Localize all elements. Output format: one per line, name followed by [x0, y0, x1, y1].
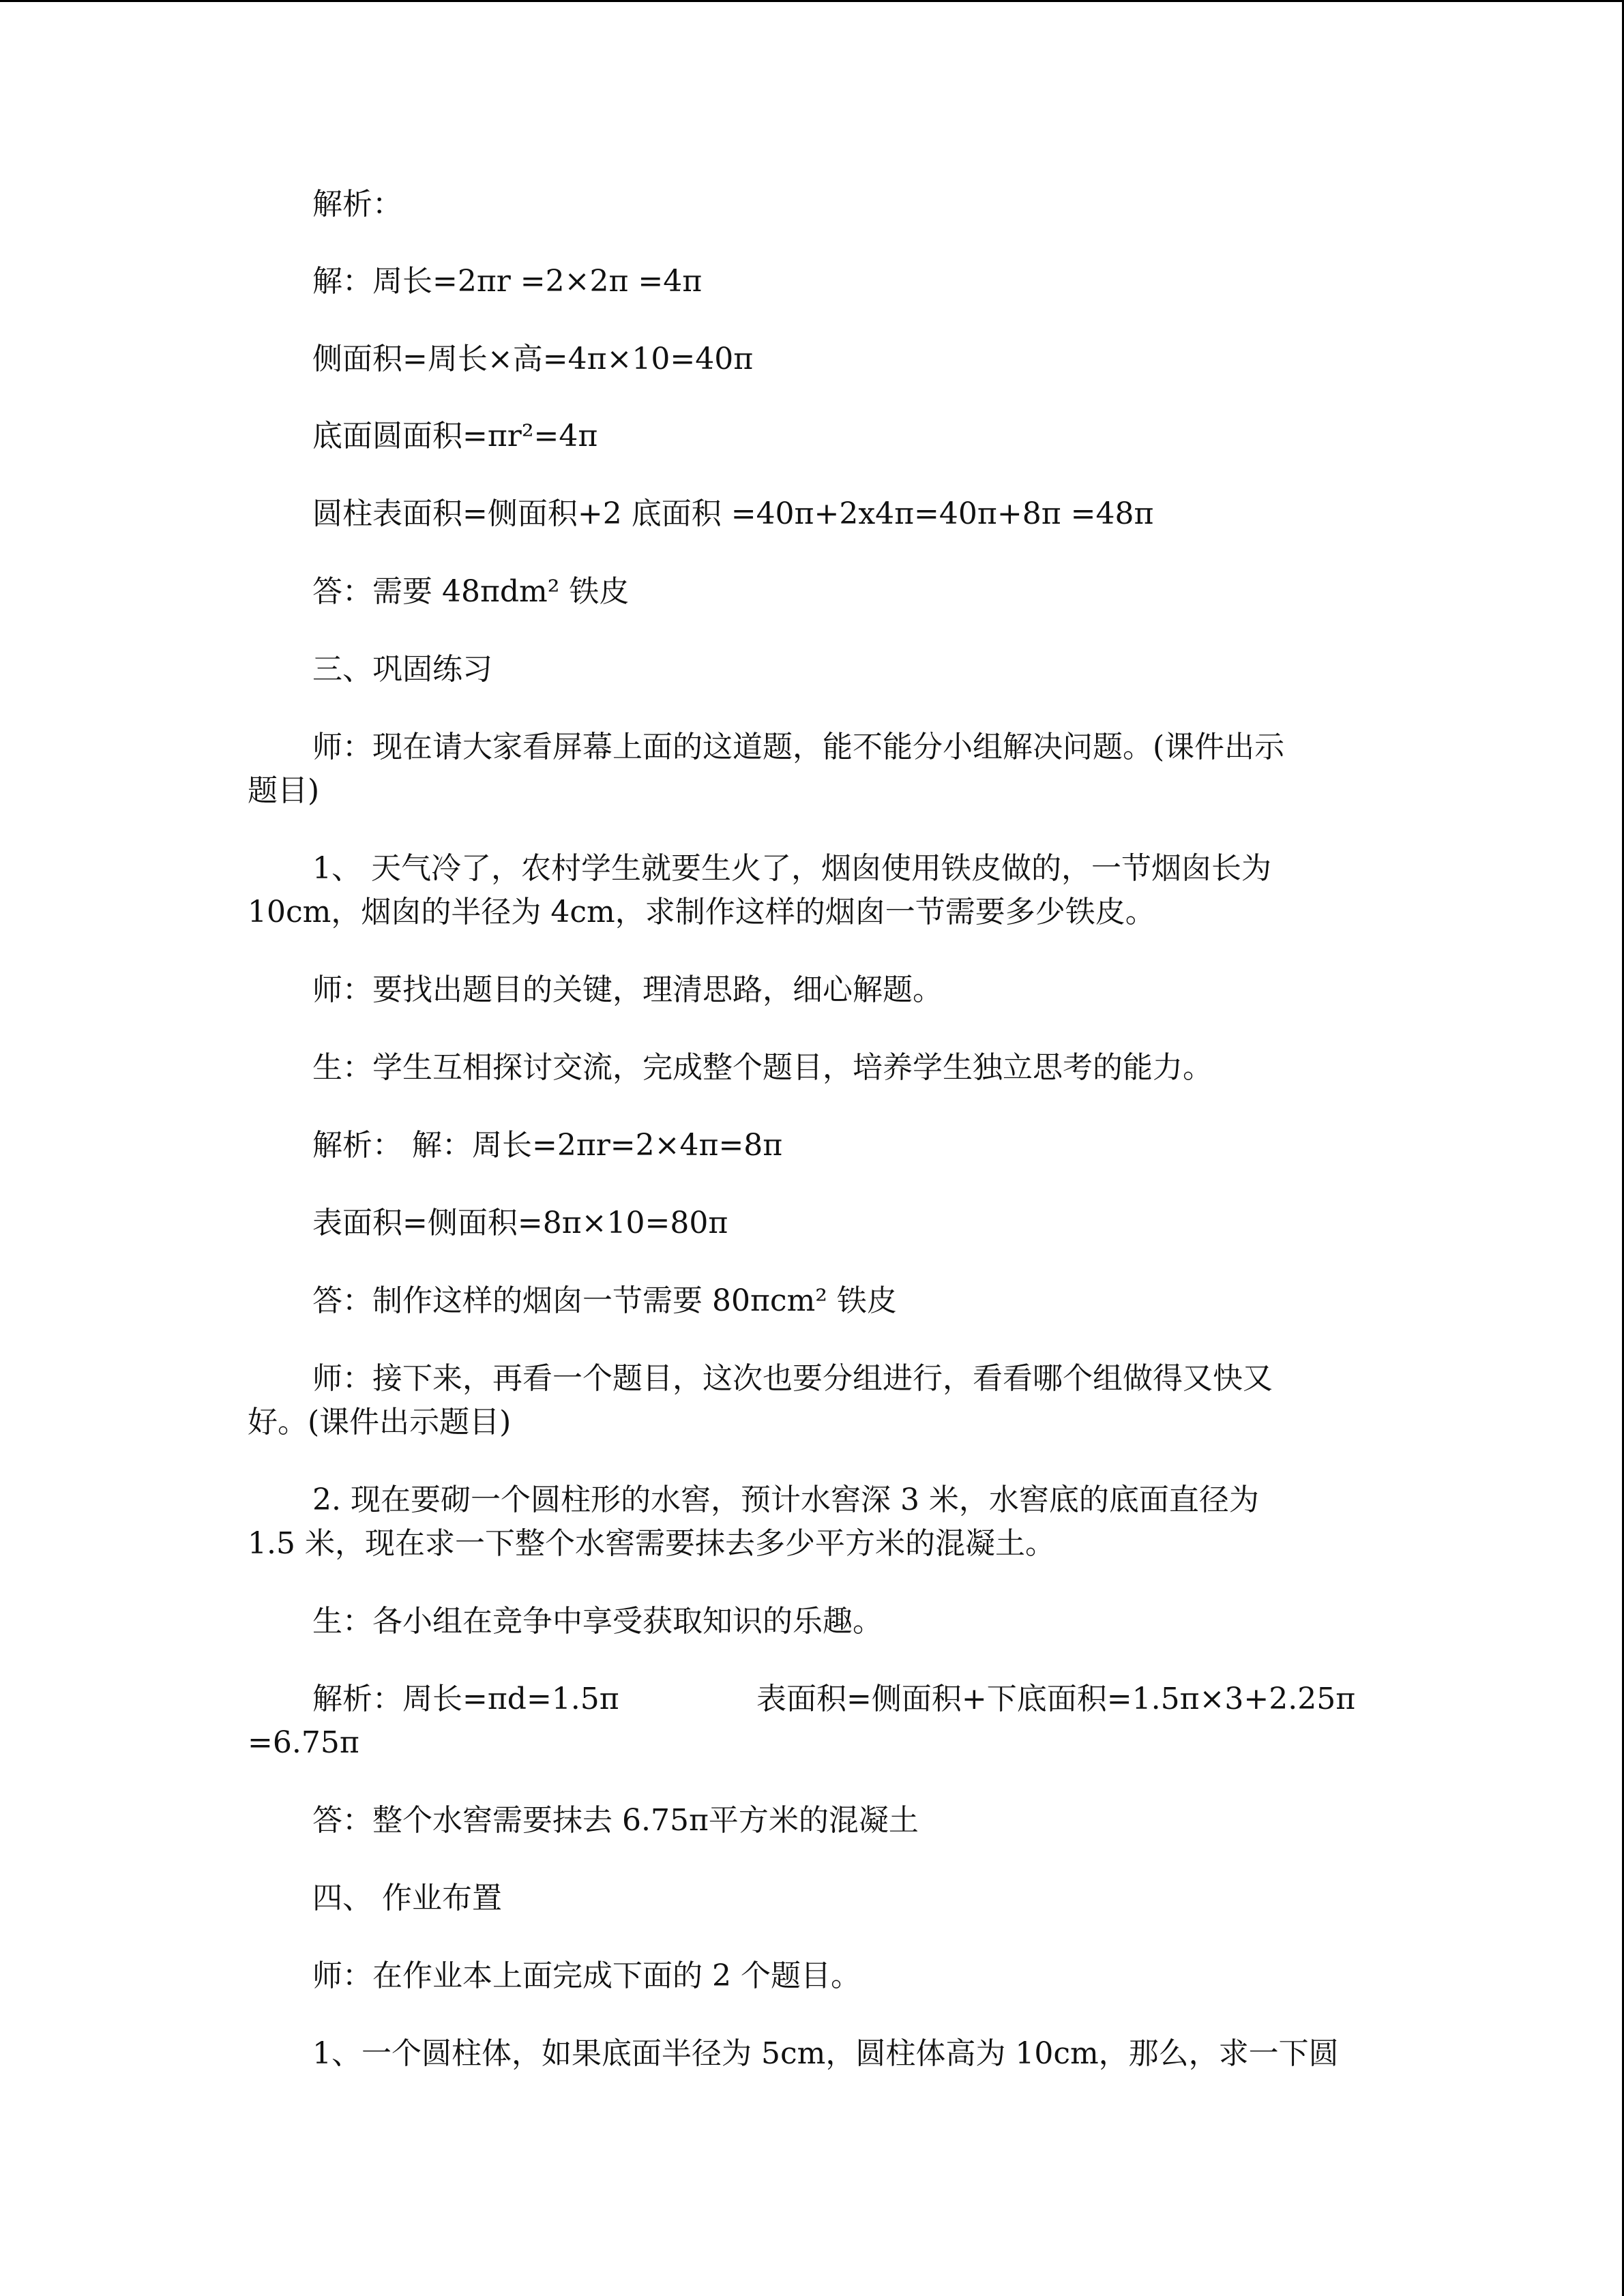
student-line: 生：学生互相探讨交流，完成整个题目，培养学生独立思考的能力。 [312, 1050, 1213, 1085]
problem-1: 1、 天气冷了，农村学生就要生火了，烟囱使用铁皮做的，一节烟囱长为 [312, 851, 1271, 886]
problem-2: 2. 现在要砌一个圆柱形的水窖，预计水窖深 3 米，水窖底的底面直径为 [312, 1482, 1259, 1517]
problem-2-surface-area: 表面积=侧面积+下底面积=1.5π×3+2.25π [756, 1682, 1356, 1716]
solution-base-area: 底面圆面积=πr²=4π [312, 419, 598, 453]
problem-2-answer: 答：整个水窖需要抹去 6.75π平方米的混凝土 [312, 1803, 919, 1838]
teacher-line: 师：现在请大家看屏幕上面的这道题，能不能分小组解决问题。(课件出示 [312, 730, 1285, 764]
problem-1-solution: 解析： 解：周长=2πr=2×4π=8π [312, 1128, 783, 1163]
problem-2-result: =6.75π [248, 1725, 359, 1760]
teacher-line-continued: 题目) [248, 773, 320, 808]
problem-2-continued: 1.5 米，现在求一下整个水窖需要抹去多少平方米的混凝土。 [248, 1526, 1055, 1561]
problem-1-surface-area: 表面积=侧面积=8π×10=80π [312, 1206, 728, 1240]
page-top-border [0, 0, 1624, 2]
problem-1-answer: 答：制作这样的烟囱一节需要 80πcm² 铁皮 [312, 1283, 897, 1318]
problem-2-perimeter: 解析：周长=πd=1.5π [312, 1682, 619, 1716]
student-line: 生：各小组在竞争中享受获取知识的乐趣。 [312, 1604, 883, 1639]
analysis-heading: 解析： [312, 187, 402, 222]
teacher-line-continued: 好。(课件出示题目) [248, 1405, 512, 1440]
teacher-line: 师：要找出题目的关键，理清思路，细心解题。 [312, 972, 943, 1007]
solution-surface-area: 圆柱表面积=侧面积+2 底面积 =40π+2x4π=40π+8π =48π [312, 496, 1154, 531]
solution-lateral-area: 侧面积=周长×高=4π×10=40π [312, 342, 754, 376]
solution-perimeter: 解：周长=2πr =2×2π =4π [312, 264, 703, 299]
homework-problem-1: 1、一个圆柱体，如果底面半径为 5cm，圆柱体高为 10cm，那么，求一下圆 [312, 2036, 1339, 2071]
teacher-line: 师：在作业本上面完成下面的 2 个题目。 [312, 1958, 861, 1993]
problem-1-continued: 10cm，烟囱的半径为 4cm，求制作这样的烟囱一节需要多少铁皮。 [248, 895, 1155, 929]
section-heading-practice: 三、巩固练习 [312, 652, 492, 687]
teacher-line: 师：接下来，再看一个题目，这次也要分组进行，看看哪个组做得又快又 [312, 1361, 1273, 1396]
section-heading-homework: 四、 作业布置 [312, 1881, 502, 1915]
answer-line: 答：需要 48πdm² 铁皮 [312, 574, 630, 609]
